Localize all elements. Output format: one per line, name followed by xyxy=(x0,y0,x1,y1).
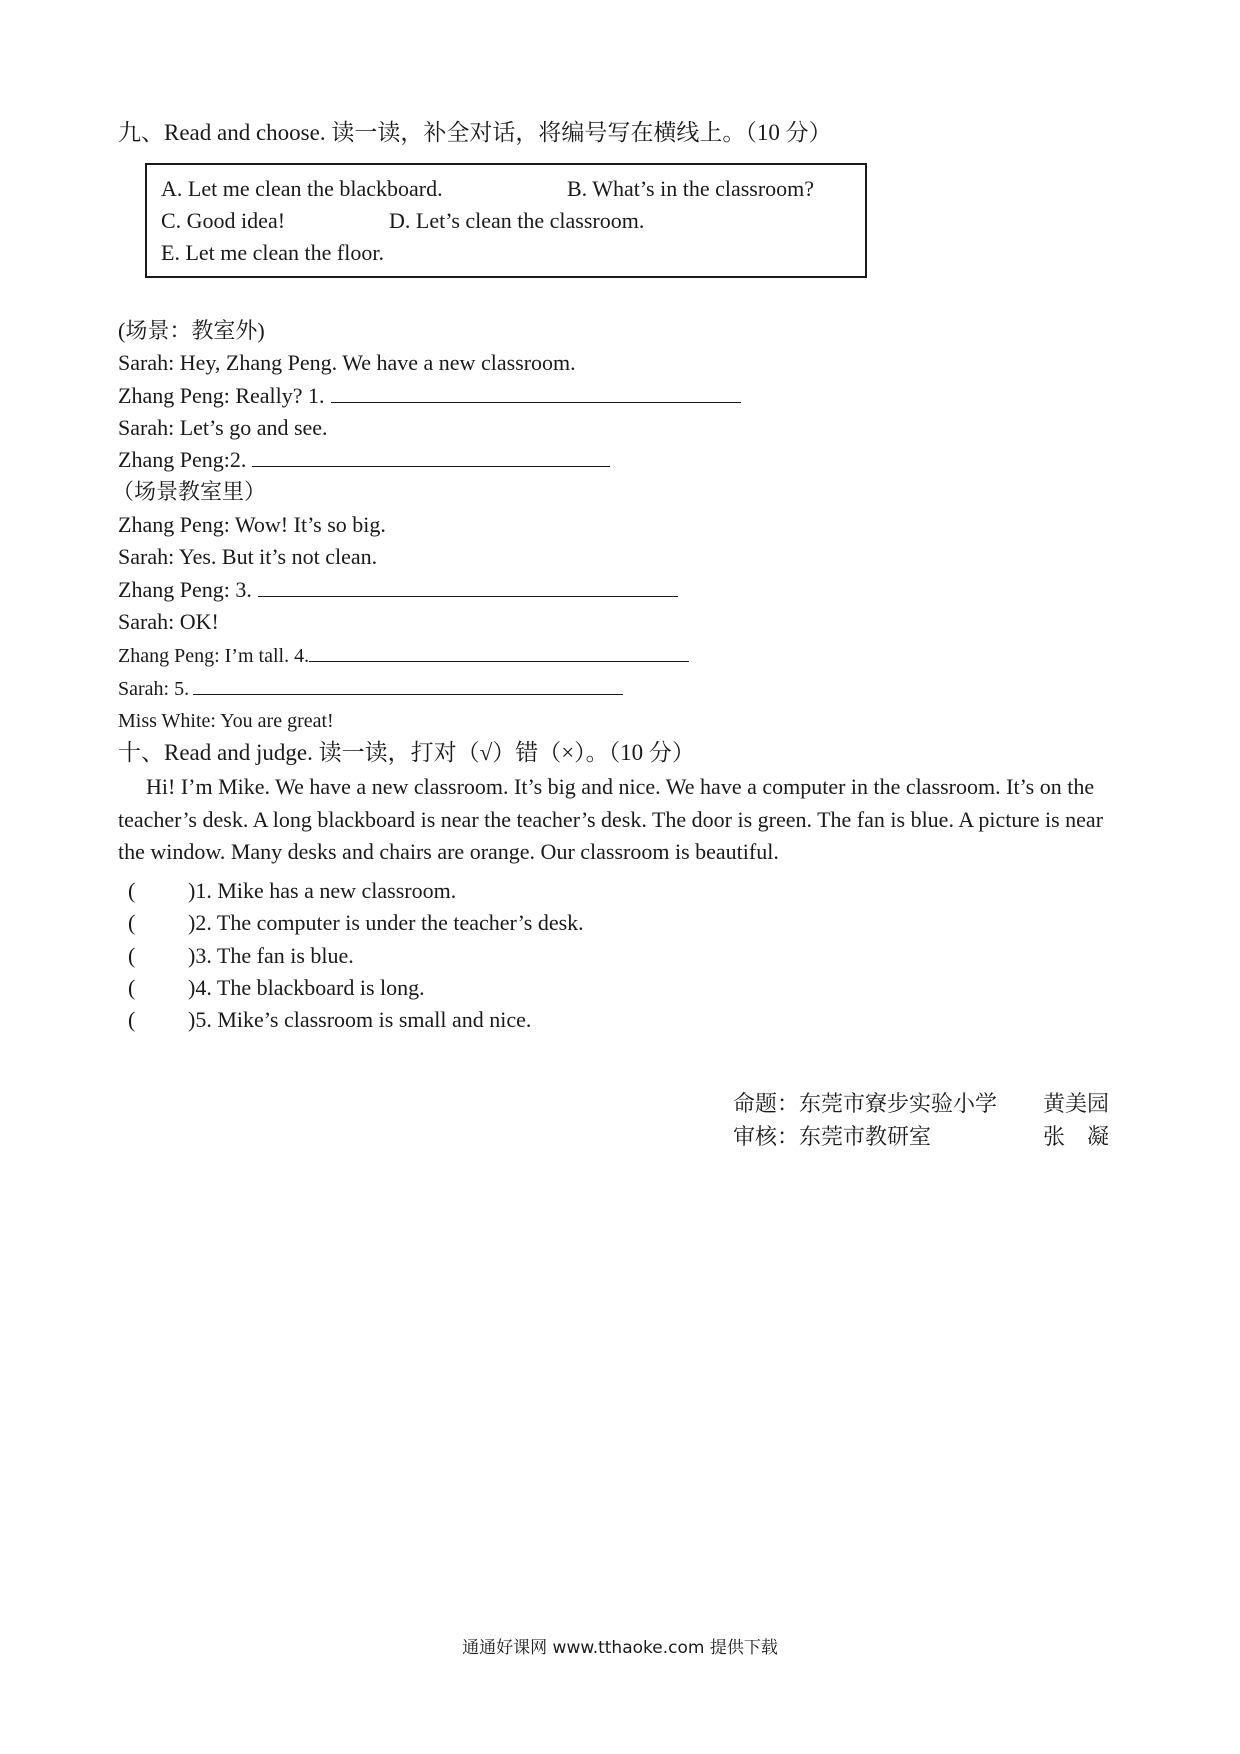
answer-blank-5[interactable] xyxy=(193,676,623,695)
answer-paren[interactable]: ( xyxy=(128,910,136,935)
reviewer-name: 张 凝 xyxy=(1043,1124,1110,1149)
dialogue-line: Zhang Peng: Wow! It’s so big. xyxy=(118,512,386,537)
dialogue-line: Sarah: Yes. But it’s not clean. xyxy=(118,544,378,569)
scene-outside-label: (场景：教室外) xyxy=(118,318,265,343)
dialogue-line: Sarah: OK! xyxy=(118,609,219,634)
option-d: D. Let’s clean the classroom. xyxy=(389,208,645,233)
answer-paren[interactable]: ( xyxy=(128,975,136,1000)
option-a: A. Let me clean the blackboard. xyxy=(161,176,443,201)
reading-passage: Hi! I’m Mike. We have a new classroom. It’s big and nice. We have a computer in the classroom. It’s on the teacher’s desk. A long blackboard is near the teacher’s desk. The door is green. The fan is blue. A picture is near the window. Many desks and chairs are orange. Our classroom is beautiful. xyxy=(118,774,1104,864)
answer-paren[interactable]: ( xyxy=(128,943,136,968)
dialogue-line: Sarah: Let’s go and see. xyxy=(118,415,328,440)
judge-item-3: ( )3. The fan is blue. xyxy=(128,943,354,968)
dialogue-line: Miss White: You are great! xyxy=(118,710,334,732)
option-c: C. Good idea! xyxy=(161,208,286,233)
dialogue-line-with-blank-3: Zhang Peng: 3. xyxy=(118,576,678,604)
scene-inside-label: （场景教室里） xyxy=(112,479,267,504)
dialogue-line-with-blank-4: Zhang Peng: I’m tall. 4. xyxy=(118,643,689,669)
answer-blank-2[interactable] xyxy=(252,446,610,467)
answer-blank-3[interactable] xyxy=(258,576,678,597)
answer-blank-4[interactable] xyxy=(309,643,689,662)
footer-download-note: 通通好课网 www.tthaoke.com 提供下载 xyxy=(462,1638,778,1658)
option-e: E. Let me clean the floor. xyxy=(161,240,384,265)
option-b: B. What’s in the classroom? xyxy=(567,176,815,201)
dialogue-line-with-blank-2: Zhang Peng:2. xyxy=(118,446,610,474)
answer-blank-1[interactable] xyxy=(331,382,741,403)
answer-paren[interactable]: ( xyxy=(128,878,136,903)
reviewer-label: 审核：东莞市教研室 xyxy=(733,1124,932,1149)
answer-paren[interactable]: ( xyxy=(128,1007,136,1032)
dialogue-line: Sarah: Hey, Zhang Peng. We have a new classroom. xyxy=(118,350,576,375)
section-10-title: 十、Read and judge. 读一读，打对（√）错（×）。（10 分） xyxy=(118,740,695,765)
judge-item-1: ( )1. Mike has a new classroom. xyxy=(128,878,457,903)
judge-item-4: ( )4. The blackboard is long. xyxy=(128,975,425,1000)
judge-item-5: ( )5. Mike’s classroom is small and nice. xyxy=(128,1007,532,1032)
judge-item-2: ( )2. The computer is under the teacher’s desk. xyxy=(128,910,584,935)
options-box xyxy=(145,163,867,278)
dialogue-line-with-blank-5: Sarah: 5. xyxy=(118,676,623,702)
dialogue-line-with-blank-1: Zhang Peng: Really? 1. xyxy=(118,382,741,410)
section-9-title: 九、Read and choose. 读一读，补全对话，将编号写在横线上。（10 分） xyxy=(118,120,832,145)
author-label: 命题：东莞市寮步实验小学 xyxy=(733,1091,998,1116)
author-name: 黄美园 xyxy=(1043,1091,1110,1116)
